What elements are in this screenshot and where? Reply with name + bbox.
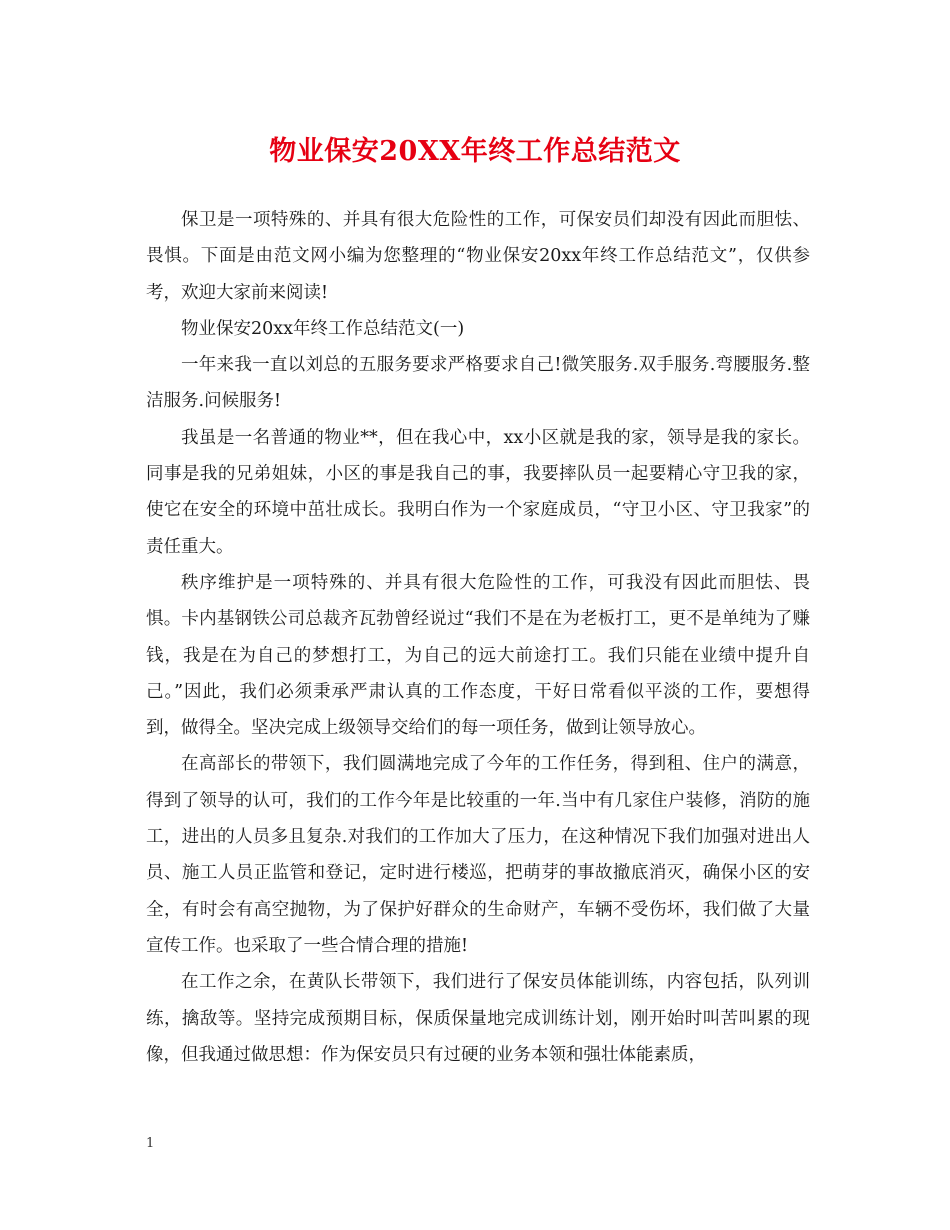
paragraph-intro: 保卫是一项特殊的、并具有很大危险性的工作，可保安员们却没有因此而胆怯、畏惧。下面是由范文网小编为您整理的“物业保安20xx年终工作总结范文”，仅供参考，欢迎大家前来阅读! [146, 210, 810, 303]
paragraph-training: 在工作之余，在黄队长带领下，我们进行了保安员体能训练，内容包括，队列训练，擒敌等。坚持完成预期目标，保质保量地完成训练计划，刚开始时叫苦叫累的现像，但我通过做思想：作为保安员只有过硬的业务本领和强壮体能素质， [146, 972, 810, 1065]
paragraph-leadership: 在高部长的带领下，我们圆满地完成了今年的工作任务，得到租、住户的满意，得到了领导的认可，我们的工作今年是比较重的一年.当中有几家住户装修，消防的施工，进出的人员多且复杂.对我们的工作加大了压力，在这种情况下我们加强对进出人员、施工人员正监管和登记，定时进行楼巡，把萌芽的事故撤底消灭，确保小区的安全，有时会有高空抛物，为了保护好群众的生命财产，车辆不受伤坏，我们做了大量宣传工作。也采取了一些合情合理的措施! [146, 754, 810, 956]
document-title: 物业保安20XX年终工作总结范文 [269, 136, 681, 167]
paragraph-home: 我虽是一名普通的物业**，但在我心中，xx小区就是我的家，领导是我的家长。同事是我的兄弟姐妹，小区的事是我自己的事，我要摔队员一起要精心守卫我的家，使它在安全的环境中茁壮成长。我明白作为一个家庭成员，“守卫小区、守卫我家”的责任重大。 [146, 427, 810, 557]
page-number: 1 [146, 1136, 155, 1151]
paragraph-section-heading: 物业保安20xx年终工作总结范文(一) [181, 318, 465, 339]
document-body [146, 202, 810, 1073]
paragraph-service: 一年来我一直以刘总的五服务要求严格要求自己!微笑服务.双手服务.弯腰服务.整洁服务.问候服务! [146, 355, 810, 412]
paragraph-order: 秩序维护是一项特殊的、并具有很大危险性的工作，可我没有因此而胆怯、畏惧。卡内基钢铁公司总裁齐瓦勃曾经说过“我们不是在为老板打工，更不是单纯为了赚钱，我是在为自己的梦想打工，为自己的远大前途打工。我们只能在业绩中提升自己。”因此，我们必须秉承严肃认真的工作态度，干好日常看似平淡的工作，要想得到，做得全。坚决完成上级领导交给们的每一项任务，做到让领导放心。 [146, 572, 810, 739]
